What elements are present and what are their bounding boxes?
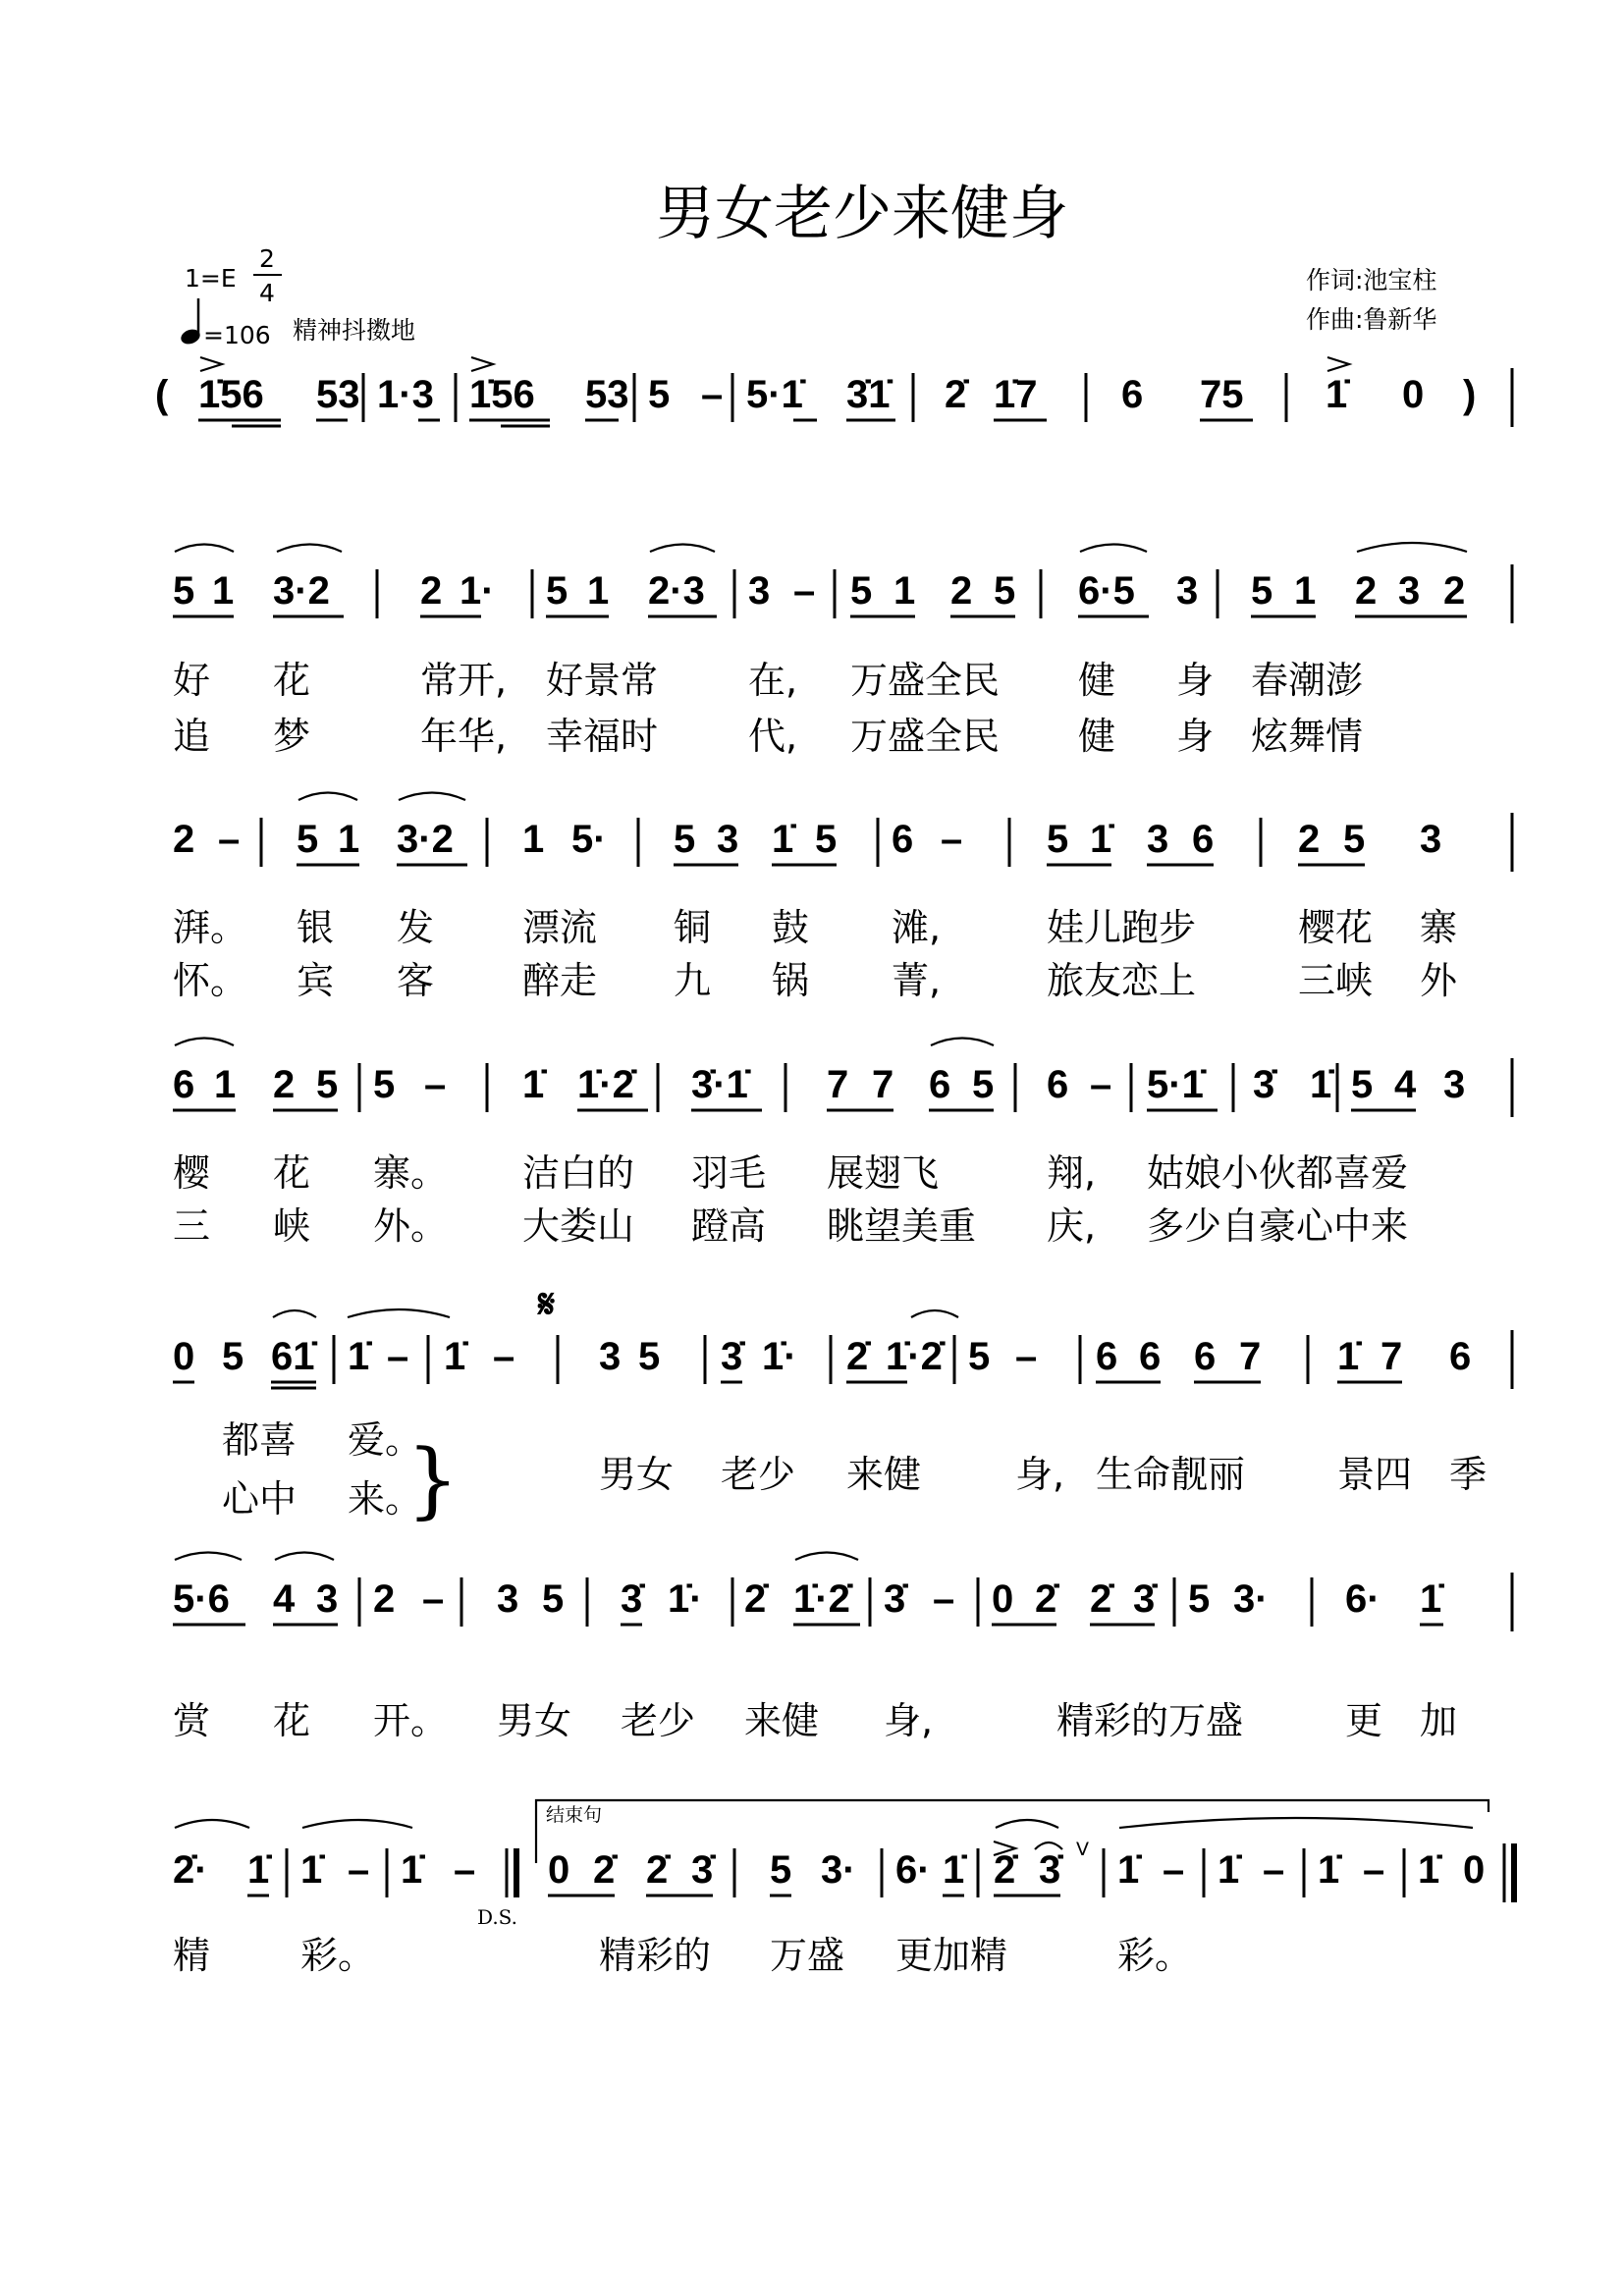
lyric-syllable: 都喜 <box>222 1418 298 1462</box>
lyric-syllable: 景四 <box>1337 1453 1413 1496</box>
note-token: ) <box>1463 373 1477 416</box>
lyric-syllable: 姑娘小伙都喜爱 <box>1147 1151 1409 1195</box>
note-token: 1̇ <box>1337 1335 1360 1378</box>
note-token: 53 <box>585 373 629 416</box>
note-token: 1̇ <box>401 1848 423 1892</box>
lyric-syllable: 峡 <box>273 1204 311 1248</box>
note-token: 2̇ <box>846 1335 869 1378</box>
note-token: 53 <box>316 373 360 416</box>
note-token: 3·2 <box>273 569 330 613</box>
lyric-syllable: 九 <box>674 959 712 1002</box>
quarter-note-icon <box>179 298 202 347</box>
note-token: – <box>1363 1848 1385 1892</box>
note-token: 5 <box>542 1577 565 1621</box>
lyric-syllable: 银 <box>297 906 335 949</box>
note-token: 3̇1̇ <box>846 373 891 416</box>
lyric-syllable: 樱花 <box>1298 906 1374 949</box>
note-token: 2̇ <box>646 1848 669 1892</box>
lyric-syllable: 开。 <box>373 1699 449 1742</box>
lyric-syllable: 老少 <box>621 1699 696 1742</box>
note-token: 3̇ <box>721 1335 743 1378</box>
note-token: 7 <box>1239 1335 1262 1378</box>
note-token: 5 <box>222 1335 244 1378</box>
lyric-syllable: 寨 <box>1420 906 1458 949</box>
lyric-syllable: 身 <box>1176 715 1215 758</box>
lyric-syllable: 男女 <box>497 1699 572 1742</box>
note-token: – <box>218 818 241 861</box>
note-token: 1̇ <box>444 1335 466 1378</box>
lyric-syllable: 追 <box>173 715 211 758</box>
note-token: 3 <box>1443 1063 1466 1106</box>
note-token: 1 <box>587 569 610 613</box>
lyric-syllable: 铜 <box>674 906 712 949</box>
note-token: 5 <box>638 1335 661 1378</box>
note-token: 5 <box>1188 1577 1211 1621</box>
note-token: 3·2 <box>397 818 454 861</box>
note-token: 2 <box>173 818 195 861</box>
note-token: 1̇ <box>1418 1848 1440 1892</box>
lyric-syllable: 来健 <box>846 1453 922 1496</box>
score-row-1 <box>173 543 1512 758</box>
note-token: – <box>793 569 816 613</box>
lyric-syllable: 生命靓丽 <box>1096 1453 1246 1496</box>
note-token: 75 <box>1200 373 1244 416</box>
note-token: – <box>387 1335 409 1378</box>
expression-mark: 精神抖擞地 <box>293 316 416 345</box>
note-token: 1̇·2̇ <box>886 1335 943 1378</box>
note-token: 4 <box>1394 1063 1417 1106</box>
note-token: – <box>454 1848 476 1892</box>
lyric-syllable: 身, <box>1015 1453 1065 1496</box>
lyric-syllable: 多少自豪心中来 <box>1147 1204 1409 1248</box>
note-token: 3 <box>1176 569 1199 613</box>
note-token: 5 <box>373 1063 396 1106</box>
lyric-syllable: 赏 <box>173 1699 211 1742</box>
note-token: 5 <box>546 569 568 613</box>
lyric-syllable: 春潮澎 <box>1251 659 1364 702</box>
note-token: 2̇ <box>945 373 967 416</box>
note-token: 5 <box>1351 1063 1374 1106</box>
coda-label: 结束句 <box>546 1804 603 1826</box>
note-token: 3̇ <box>1039 1848 1061 1892</box>
verse-brace: } <box>406 1431 460 1527</box>
lyric-syllable: 身 <box>1176 659 1215 702</box>
lyric-syllable: 外 <box>1420 959 1458 1002</box>
note-token: 1̇· <box>762 1335 797 1378</box>
lyric-syllable: 樱 <box>173 1151 211 1195</box>
lyric-syllable: 三峡 <box>1298 959 1374 1002</box>
lyric-syllable: 健 <box>1078 659 1116 702</box>
note-token: 3̇ <box>1253 1063 1275 1106</box>
meter-top: 2 <box>259 244 275 273</box>
lyric-syllable: 爱。 <box>348 1418 423 1462</box>
lyric-syllable: 花 <box>273 1699 311 1742</box>
note-token: 1̇ <box>1117 1848 1140 1892</box>
note-token: 6· <box>1345 1577 1380 1621</box>
note-token: 3 <box>497 1577 519 1621</box>
note-token: 1 <box>338 818 360 861</box>
note-token: 1 <box>212 569 235 613</box>
note-token: – <box>422 1577 445 1621</box>
lyric-syllable: 来。 <box>348 1477 423 1521</box>
note-token: 0 <box>992 1577 1014 1621</box>
note-token: 6 <box>1192 818 1215 861</box>
lyric-syllable: 加 <box>1420 1699 1458 1742</box>
note-token: 3̇ <box>1133 1577 1156 1621</box>
lyricist: 作词:池宝柱 <box>1306 266 1437 294</box>
note-token: 5·6 <box>173 1577 230 1621</box>
lyric-syllable: 幸福时 <box>546 715 659 758</box>
lyric-syllable: 更 <box>1345 1699 1383 1742</box>
lyric-syllable: 常开, <box>420 659 508 702</box>
lyric-syllable: 健 <box>1078 715 1116 758</box>
note-token: 7 <box>827 1063 849 1106</box>
lyric-syllable: 羽毛 <box>691 1151 767 1195</box>
note-token: 5 <box>316 1063 339 1106</box>
meter-bottom: 4 <box>259 279 275 307</box>
lyric-syllable: 精 <box>173 1934 211 1977</box>
note-token: 0 <box>548 1848 570 1892</box>
note-token: 3· <box>1233 1577 1269 1621</box>
note-token: 2 <box>1443 569 1466 613</box>
note-token: 5· <box>571 818 607 861</box>
lyric-syllable: 展翅飞 <box>827 1151 940 1195</box>
lyric-syllable: 娃儿跑步 <box>1047 906 1197 949</box>
note-token: 1 <box>214 1063 237 1106</box>
note-token: 1̇·2̇ <box>793 1577 850 1621</box>
note-token: 1̇·2̇ <box>577 1063 634 1106</box>
note-token: 1̇56 <box>469 373 535 416</box>
lyric-syllable: 菁, <box>892 959 942 1002</box>
segno-icon: 𝄋 <box>538 1283 556 1326</box>
note-token: 6 <box>1047 1063 1069 1106</box>
note-token: 5 <box>173 569 195 613</box>
lyric-syllable: 男女 <box>599 1453 675 1496</box>
lyric-syllable: 眺望美重 <box>827 1204 977 1248</box>
note-token: 5 <box>994 569 1016 613</box>
note-token: 6 <box>1139 1335 1162 1378</box>
note-token: 6· <box>895 1848 931 1892</box>
note-token: 5 <box>850 569 873 613</box>
note-token: 1̇ <box>247 1848 270 1892</box>
note-token: 2̇· <box>173 1848 208 1892</box>
lyric-syllable: 梦 <box>273 715 311 758</box>
note-token: 0 <box>1402 373 1425 416</box>
lyric-syllable: 寨。 <box>373 1151 449 1195</box>
lyric-syllable: 好景常 <box>546 659 659 702</box>
note-token: 5 <box>1343 818 1366 861</box>
note-token: 1̇ <box>300 1848 323 1892</box>
note-token: 6 <box>892 818 914 861</box>
note-token: 1̇ <box>1420 1577 1442 1621</box>
note-token: – <box>348 1848 370 1892</box>
ds-mark: D.S. <box>477 1905 518 1929</box>
note-token: 2 <box>373 1577 396 1621</box>
note-token: 3· <box>821 1848 856 1892</box>
note-token: 2 <box>1355 569 1378 613</box>
composer: 作曲:鲁新华 <box>1306 305 1437 334</box>
lyric-syllable: 庆, <box>1047 1204 1097 1248</box>
note-token: 5·1̇ <box>746 373 803 416</box>
lyric-syllable: 老少 <box>721 1453 796 1496</box>
lyric-syllable: 精彩的 <box>599 1934 712 1977</box>
note-token: 6 <box>1449 1335 1472 1378</box>
note-token: 6 <box>1096 1335 1118 1378</box>
note-token: 5 <box>297 818 319 861</box>
score-row-2 <box>173 793 1512 1003</box>
note-token: 2̇ <box>994 1848 1016 1892</box>
lyric-syllable: 外。 <box>373 1204 449 1248</box>
note-token: 3̇ <box>691 1848 714 1892</box>
lyric-syllable: 翔, <box>1047 1151 1097 1195</box>
note-token: 5 <box>1251 569 1273 613</box>
breath-mark: V <box>1076 1839 1089 1860</box>
note-token: 3̇·1̇ <box>691 1063 748 1106</box>
lyric-syllable: 锅 <box>772 959 810 1002</box>
score-row-3 <box>173 1039 1512 1249</box>
score-row-4 <box>173 1283 1512 1527</box>
lyric-syllable: 来健 <box>744 1699 820 1742</box>
note-token: 5 <box>968 1335 991 1378</box>
lyric-syllable: 大娄山 <box>522 1204 635 1248</box>
lyric-syllable: 炫舞情 <box>1251 715 1364 758</box>
note-token: – <box>701 373 724 416</box>
note-token: 3 <box>1420 818 1442 861</box>
note-token: 6 <box>1194 1335 1217 1378</box>
lyric-syllable: 怀。 <box>173 959 248 1002</box>
note-token: 6 <box>929 1063 951 1106</box>
lyric-syllable: 旅友恋上 <box>1047 959 1197 1002</box>
note-token: 3̇ <box>884 1577 906 1621</box>
note-token: – <box>1090 1063 1112 1106</box>
note-token: – <box>424 1063 447 1106</box>
note-token: 5 <box>1047 818 1069 861</box>
note-token: – <box>1015 1335 1038 1378</box>
lyric-syllable: 好 <box>173 659 211 702</box>
lyric-syllable: 客 <box>397 959 435 1002</box>
note-token: 5·1̇ <box>1147 1063 1204 1106</box>
lyric-syllable: 年华, <box>420 715 508 758</box>
score-row-5 <box>173 1553 1512 1743</box>
note-token: 1̇ <box>348 1335 370 1378</box>
note-token: 0 <box>173 1335 195 1378</box>
lyric-syllable: 发 <box>397 906 435 949</box>
note-token: 1 <box>1294 569 1317 613</box>
key-signature: 1=E <box>185 264 237 293</box>
note-token: 1̇· <box>668 1577 703 1621</box>
note-token: 1 <box>893 569 916 613</box>
note-token: 3 <box>599 1335 622 1378</box>
lyric-syllable: 醉走 <box>522 959 598 1002</box>
lyric-syllable: 滩, <box>892 906 942 949</box>
note-token: 7 <box>872 1063 894 1106</box>
note-token: 2 <box>273 1063 296 1106</box>
tempo-mark: =106 <box>203 321 271 349</box>
note-token: – <box>493 1335 515 1378</box>
note-token: 1̇56 <box>198 373 264 416</box>
note-token: 2̇ <box>593 1848 616 1892</box>
note-token: – <box>1263 1848 1285 1892</box>
lyric-syllable: 彩。 <box>300 1934 376 1977</box>
lyric-syllable: 蹬高 <box>691 1204 767 1248</box>
note-token: 5 <box>770 1848 792 1892</box>
note-token: 5 <box>815 818 838 861</box>
note-token: 6 <box>173 1063 195 1106</box>
note-token: 2̇ <box>1035 1577 1057 1621</box>
note-token: 1̇ <box>1310 1063 1332 1106</box>
note-token: 2 <box>420 569 443 613</box>
note-token: – <box>1163 1848 1185 1892</box>
note-token: – <box>941 818 963 861</box>
score-row-0 <box>155 357 1512 427</box>
note-token: 1̇ <box>1090 818 1112 861</box>
note-token: 2 <box>950 569 973 613</box>
note-token: 3̇ <box>621 1577 643 1621</box>
note-token: 2 <box>1298 818 1321 861</box>
note-token: 1·3 <box>377 373 434 416</box>
score-row-6 <box>173 1800 1514 1977</box>
note-token: 1̇ <box>1326 373 1348 416</box>
lyric-syllable: 鼓 <box>772 906 810 949</box>
note-token: 61̇ <box>271 1335 315 1378</box>
note-token: 6·5 <box>1078 569 1135 613</box>
note-token: 1· <box>460 569 495 613</box>
note-token: 3 <box>316 1577 339 1621</box>
lyric-syllable: 身, <box>884 1699 934 1742</box>
lyric-syllable: 精彩的万盛 <box>1056 1699 1244 1742</box>
lyric-syllable: 万盛全民 <box>850 659 1001 702</box>
lyric-syllable: 万盛全民 <box>850 715 1001 758</box>
note-token: 5 <box>972 1063 995 1106</box>
note-token: 7 <box>1380 1335 1403 1378</box>
note-token: 0 <box>1463 1848 1486 1892</box>
lyric-syllable: 宾 <box>297 959 335 1002</box>
lyric-syllable: 花 <box>273 659 311 702</box>
note-token: 3 <box>1147 818 1169 861</box>
note-token: 2̇ <box>744 1577 767 1621</box>
note-token: 3 <box>1398 569 1421 613</box>
lyric-syllable: 心中 <box>222 1477 298 1521</box>
lyric-syllable: 洁白的 <box>522 1151 635 1195</box>
note-token: 2·3 <box>648 569 705 613</box>
lyric-syllable: 花 <box>273 1151 311 1195</box>
lyric-syllable: 三 <box>173 1204 211 1248</box>
song-title: 男女老少来健身 <box>656 180 1068 248</box>
note-token: 3 <box>717 818 739 861</box>
note-token: – <box>933 1577 955 1621</box>
note-token: 1̇ <box>522 1063 545 1106</box>
note-token: 6 <box>1121 373 1144 416</box>
lyric-syllable: 万盛 <box>770 1934 845 1977</box>
lyric-syllable: 在, <box>748 659 798 702</box>
note-token: 2̇ <box>1090 1577 1112 1621</box>
lyric-syllable: 代, <box>748 715 798 758</box>
note-token: 1̇7 <box>994 373 1038 416</box>
note-token: 1̇ <box>1218 1848 1240 1892</box>
note-token: ( <box>155 373 169 416</box>
note-token: 1̇ <box>943 1848 965 1892</box>
note-token: 1̇ <box>772 818 794 861</box>
note-token: 5 <box>648 373 671 416</box>
lyric-syllable: 更加精 <box>895 1934 1008 1977</box>
note-token: 1 <box>522 818 545 861</box>
note-token: 3 <box>748 569 771 613</box>
note-token: 5 <box>674 818 696 861</box>
lyric-syllable: 季 <box>1449 1453 1488 1496</box>
lyric-syllable: 漂流 <box>522 906 598 949</box>
lyric-syllable: 彩。 <box>1117 1934 1193 1977</box>
note-token: 4 <box>273 1577 296 1621</box>
note-token: 1̇ <box>1318 1848 1340 1892</box>
lyric-syllable: 湃。 <box>173 906 248 949</box>
